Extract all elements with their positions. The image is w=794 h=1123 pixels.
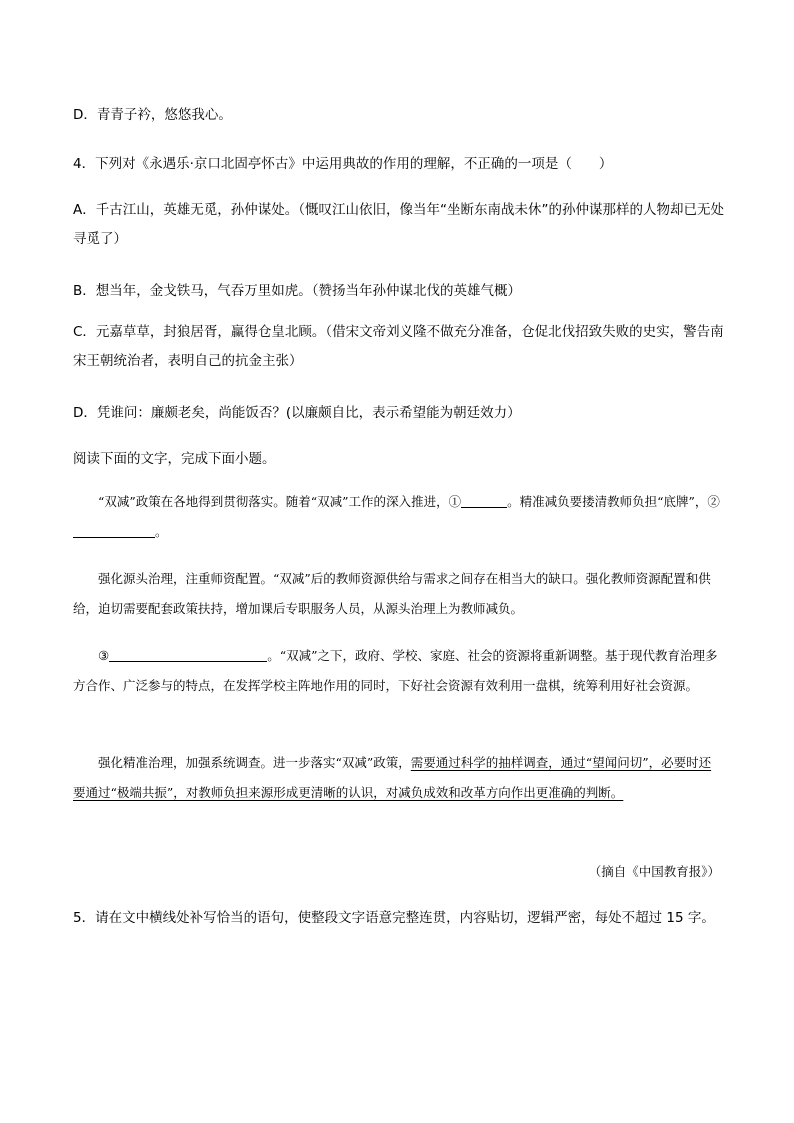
p1-text-middle: 。精准减负要搂清教师负担“底牌”，② bbox=[507, 494, 720, 509]
p3-text: 。“双减”之下，政府、学校、家庭、社会的资源将重新调整。基于现代教育治理多方合作、广泛参与的特点，在发挥学校主阵地作用的同时，下好社会资源有效利用一盘棋，统筹利用好社会资源。 bbox=[73, 648, 718, 693]
p3-marker: ③ bbox=[98, 648, 110, 663]
p4-plain-text: 强化精准治理，加强系统调查。进一步落实“双减”政策， bbox=[98, 755, 411, 770]
p1-text-end: 。 bbox=[155, 524, 168, 539]
passage-paragraph-1 bbox=[73, 487, 723, 547]
q4-option-a: A．千古江山，英雄无觅，孙仲谋处。（慨叹江山依旧，像当年“坐断东南战未休”的孙仲谋那样的人物却已无处寻觅了） bbox=[73, 202, 724, 247]
q4-option-b: B．想当年，金戈铁马，气吞万里如虎。（赞扬当年孙仲谋北伐的英雄气概） bbox=[73, 283, 522, 299]
q3-option-d: D．青青子衿，悠悠我心。 bbox=[73, 107, 232, 123]
p4-underlined-text: 需要通过科学的抽样调查，通过“望闻问切”，必要时还要通过“极端共振”，对教师负担来源形成更清晰的认识，对减负成效和改革方向作出更准确的判断。 bbox=[73, 755, 712, 800]
blank-2[interactable] bbox=[73, 523, 155, 538]
passage-paragraph-4 bbox=[73, 748, 723, 808]
q4-stem: 4．下列对《永遇乐·京口北固亭怀古》中运用典故的作用的理解，不正确的一项是（ ） bbox=[73, 156, 613, 172]
p1-text-before: “双减”政策在各地得到贯彻落实。随着“双减”工作的深入推进，① bbox=[98, 494, 462, 509]
q4-option-c: C．元嘉草草，封狼居胥，赢得仓皇北顾。（借宋文帝刘义隆不做充分准备，仓促北伐招致失败的史实，警告南宋王朝统治者，表明自己的抗金主张） bbox=[73, 324, 724, 369]
passage-paragraph-2: 强化源头治理，注重师资配置。“双减”后的教师资源供给与需求之间存在相当大的缺口。强化教师资源配置和供给，迫切需要配套政策扶持，增加课后专职服务人员，从源头治理上为教师减负。 bbox=[73, 571, 711, 616]
reading-instruction: 阅读下面的文字，完成下面小题。 bbox=[73, 451, 276, 467]
blank-1[interactable] bbox=[461, 493, 507, 508]
q5-stem: 5．请在文中横线处补写恰当的语句，使整段文字语意完整连贯，内容贴切，逻辑严密，每处不超过 15 字。 bbox=[73, 910, 715, 926]
passage-paragraph-3 bbox=[73, 641, 723, 701]
q4-option-d: D．凭谁问：廉颇老矣，尚能饭否？(以廉颇自比，表示希望能为朝廷效力） bbox=[73, 405, 521, 421]
passage-source: （摘自《中国教育报》） bbox=[588, 864, 720, 879]
blank-3[interactable] bbox=[109, 647, 267, 662]
